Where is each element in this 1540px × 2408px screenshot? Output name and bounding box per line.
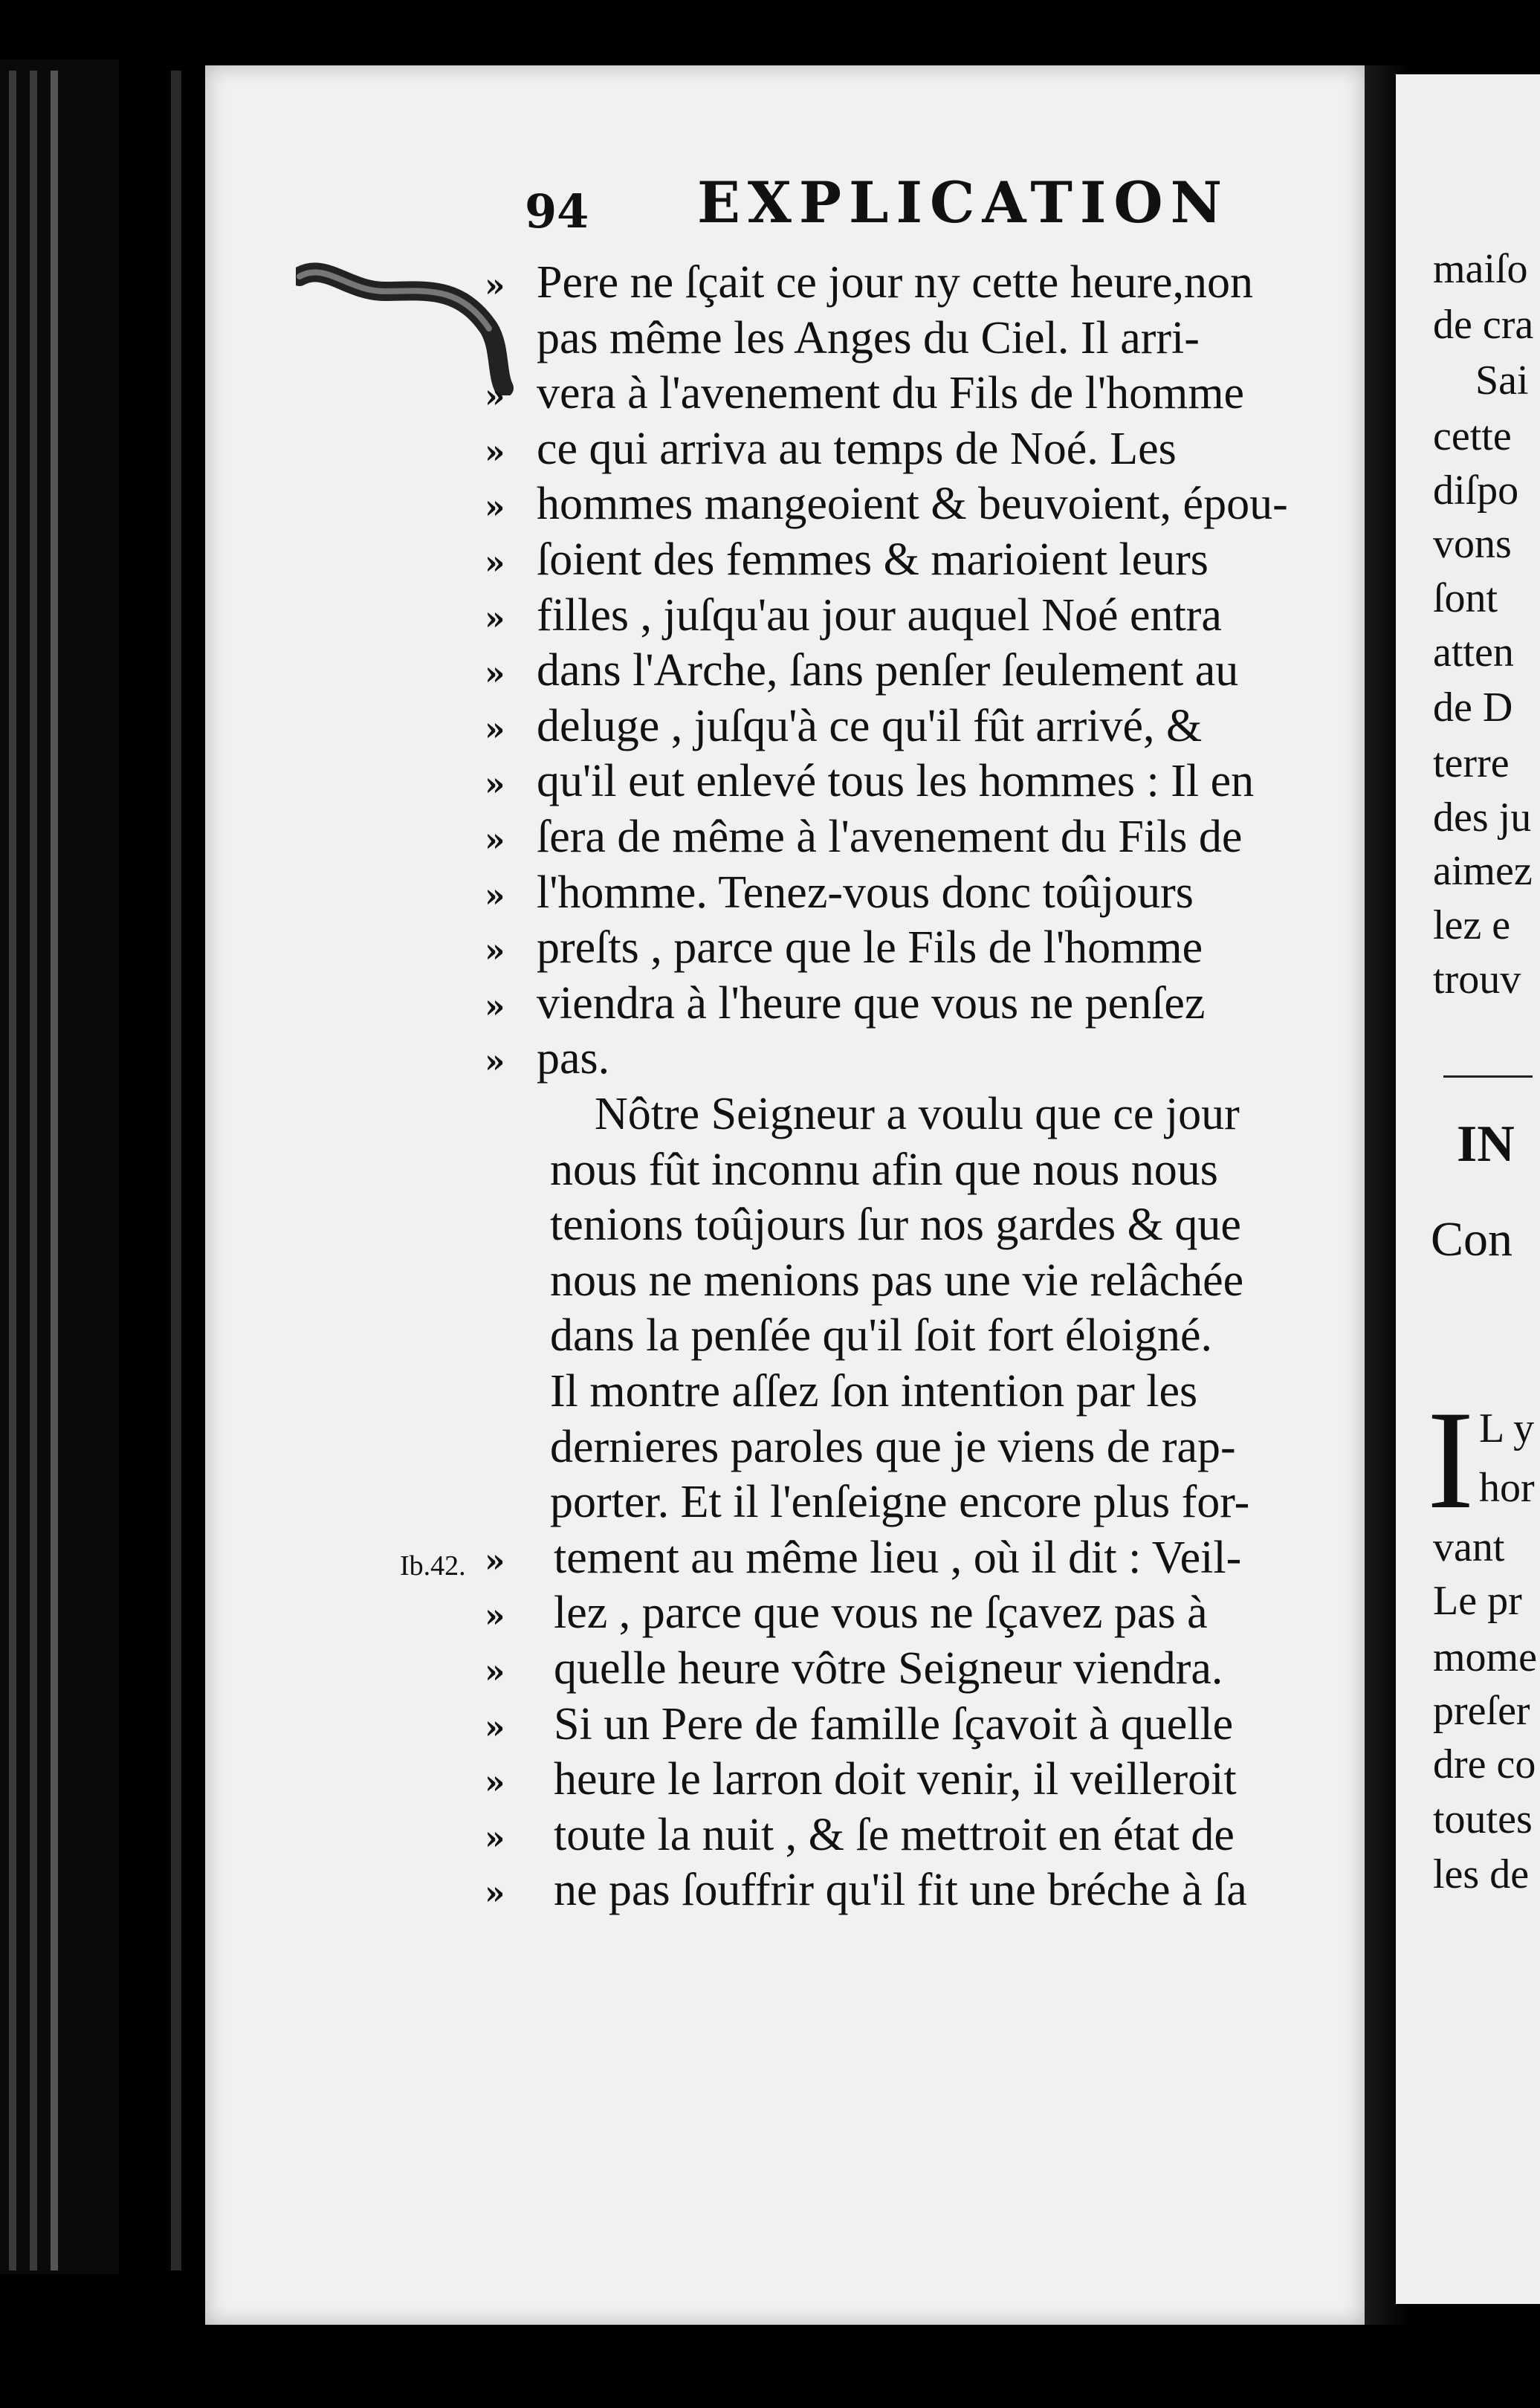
facing-page bbox=[1396, 74, 1540, 2304]
text-line: lez , parce que vous ne ſçavez pas à bbox=[554, 1587, 1208, 1638]
text-line: deluge , juſqu'à ce qu'il fût arrivé, & bbox=[537, 701, 1203, 751]
text-line: Si un Pere de famille ſçavoit à quelle bbox=[554, 1699, 1234, 1750]
facing-line: les de bbox=[1433, 1851, 1530, 1897]
facing-line: mome bbox=[1433, 1634, 1537, 1680]
facing-line: L y bbox=[1479, 1405, 1535, 1451]
page-edge bbox=[51, 71, 58, 2271]
text-line: heure le larron doit venir, il veilleroit bbox=[554, 1754, 1237, 1805]
page-edge bbox=[30, 71, 37, 2271]
quote-mark: » bbox=[485, 1874, 505, 1912]
facing-line: Le pr bbox=[1433, 1578, 1522, 1624]
text-line: qu'il eut enlevé tous les hommes : Il en bbox=[537, 756, 1255, 806]
text-line: tement au même lieu , où il dit : Veil- bbox=[554, 1532, 1242, 1583]
text-line: pas. bbox=[537, 1033, 610, 1084]
text-line: tenions toûjours ſur nos gardes & que bbox=[550, 1200, 1241, 1250]
facing-line: maiſo bbox=[1433, 246, 1528, 292]
text-line: dans l'Arche, ſans penſer ſeulement au bbox=[537, 645, 1239, 696]
facing-line: des ju bbox=[1433, 794, 1532, 841]
facing-line: cette bbox=[1433, 413, 1512, 459]
facing-line: Sai bbox=[1475, 357, 1529, 404]
facing-line: ſont bbox=[1433, 575, 1498, 621]
facing-line: diſpo bbox=[1433, 467, 1519, 514]
facing-line: toutes bbox=[1433, 1796, 1533, 1842]
facing-line: vant bbox=[1433, 1524, 1505, 1570]
quote-mark: » bbox=[485, 711, 505, 748]
facing-subheading: Con bbox=[1431, 1212, 1513, 1266]
quote-mark: » bbox=[485, 766, 505, 803]
quote-mark: » bbox=[485, 1597, 505, 1635]
quote-mark: » bbox=[485, 877, 505, 915]
text-line: preſts , parce que le Fils de l'homme bbox=[537, 922, 1203, 973]
quote-mark: » bbox=[485, 488, 505, 526]
quote-mark: » bbox=[485, 655, 505, 693]
text-line: filles , juſqu'au jour auquel Noé entra bbox=[537, 590, 1222, 641]
quote-mark: » bbox=[485, 544, 505, 582]
quote-mark: » bbox=[485, 1542, 505, 1580]
running-head: EXPLICATION bbox=[697, 169, 1230, 236]
facing-line: atten bbox=[1433, 629, 1514, 676]
text-line: hommes mangeoient & beuvoient, épou- bbox=[537, 479, 1288, 529]
text-line: vera à l'avenement du Fils de l'homme bbox=[537, 368, 1245, 418]
quote-mark: » bbox=[485, 932, 505, 970]
facing-line: dre co bbox=[1433, 1741, 1536, 1787]
facing-heading: IN bbox=[1457, 1116, 1515, 1173]
quote-mark: » bbox=[485, 821, 505, 859]
text-line: ſoient des femmes & marioient leurs bbox=[537, 534, 1209, 585]
drop-capital: I bbox=[1427, 1382, 1475, 1538]
quote-mark: » bbox=[485, 433, 505, 471]
quote-mark: » bbox=[485, 1819, 505, 1857]
quote-mark: » bbox=[485, 1764, 505, 1802]
facing-line: lez e bbox=[1433, 902, 1511, 948]
facing-line: terre bbox=[1433, 740, 1510, 786]
text-line: l'homme. Tenez-vous donc toûjours bbox=[537, 867, 1194, 918]
facing-line: de cra bbox=[1433, 302, 1534, 348]
quote-mark: » bbox=[485, 378, 505, 415]
facing-line: vons bbox=[1433, 521, 1512, 567]
page-edge bbox=[171, 71, 181, 2271]
facing-line: preſer bbox=[1433, 1688, 1530, 1734]
text-line: nous fût inconnu afin que nous nous bbox=[550, 1145, 1218, 1195]
text-line: Pere ne ſçait ce jour ny cette heure,non bbox=[537, 257, 1253, 308]
margin-reference: Ib.42. bbox=[400, 1550, 466, 1582]
quote-mark: » bbox=[485, 1709, 505, 1747]
section-rule bbox=[1443, 1075, 1533, 1078]
text-line: ce qui arriva au temps de Noé. Les bbox=[537, 424, 1177, 474]
text-line: Nôtre Seigneur a voulu que ce jour bbox=[595, 1089, 1240, 1139]
quote-mark: » bbox=[485, 600, 505, 638]
text-line: Il montre aſſez ſon intention par les bbox=[550, 1366, 1198, 1417]
text-line: pas même les Anges du Ciel. Il arri- bbox=[537, 313, 1200, 363]
quote-mark: » bbox=[485, 267, 505, 305]
facing-line: hor bbox=[1479, 1465, 1535, 1511]
facing-line: de D bbox=[1433, 684, 1513, 731]
text-line: quelle heure vôtre Seigneur viendra. bbox=[554, 1643, 1223, 1694]
text-line: porter. Et il l'enſeigne encore plus for- bbox=[550, 1477, 1250, 1527]
text-line: ne pas ſouffrir qu'il fit une bréche à ſa bbox=[554, 1865, 1247, 1915]
page-edge bbox=[9, 71, 16, 2271]
book-binding bbox=[0, 59, 119, 2274]
facing-line: trouv bbox=[1433, 957, 1521, 1003]
text-line: toute la nuit , & ſe mettroit en état de bbox=[554, 1810, 1235, 1860]
page-number: 94 bbox=[525, 184, 589, 239]
quote-mark: » bbox=[485, 988, 505, 1026]
facing-line: aimez bbox=[1433, 848, 1533, 894]
text-line: nous ne menions pas une vie relâchée bbox=[550, 1255, 1244, 1306]
text-line: dans la penſée qu'il ſoit fort éloigné. bbox=[550, 1310, 1212, 1361]
text-line: ſera de même à l'avenement du Fils de bbox=[537, 812, 1243, 862]
text-line: viendra à l'heure que vous ne penſez bbox=[537, 978, 1206, 1029]
quote-mark: » bbox=[485, 1653, 505, 1691]
quote-mark: » bbox=[485, 1043, 505, 1081]
text-line: dernieres paroles que je viens de rap- bbox=[550, 1422, 1236, 1472]
